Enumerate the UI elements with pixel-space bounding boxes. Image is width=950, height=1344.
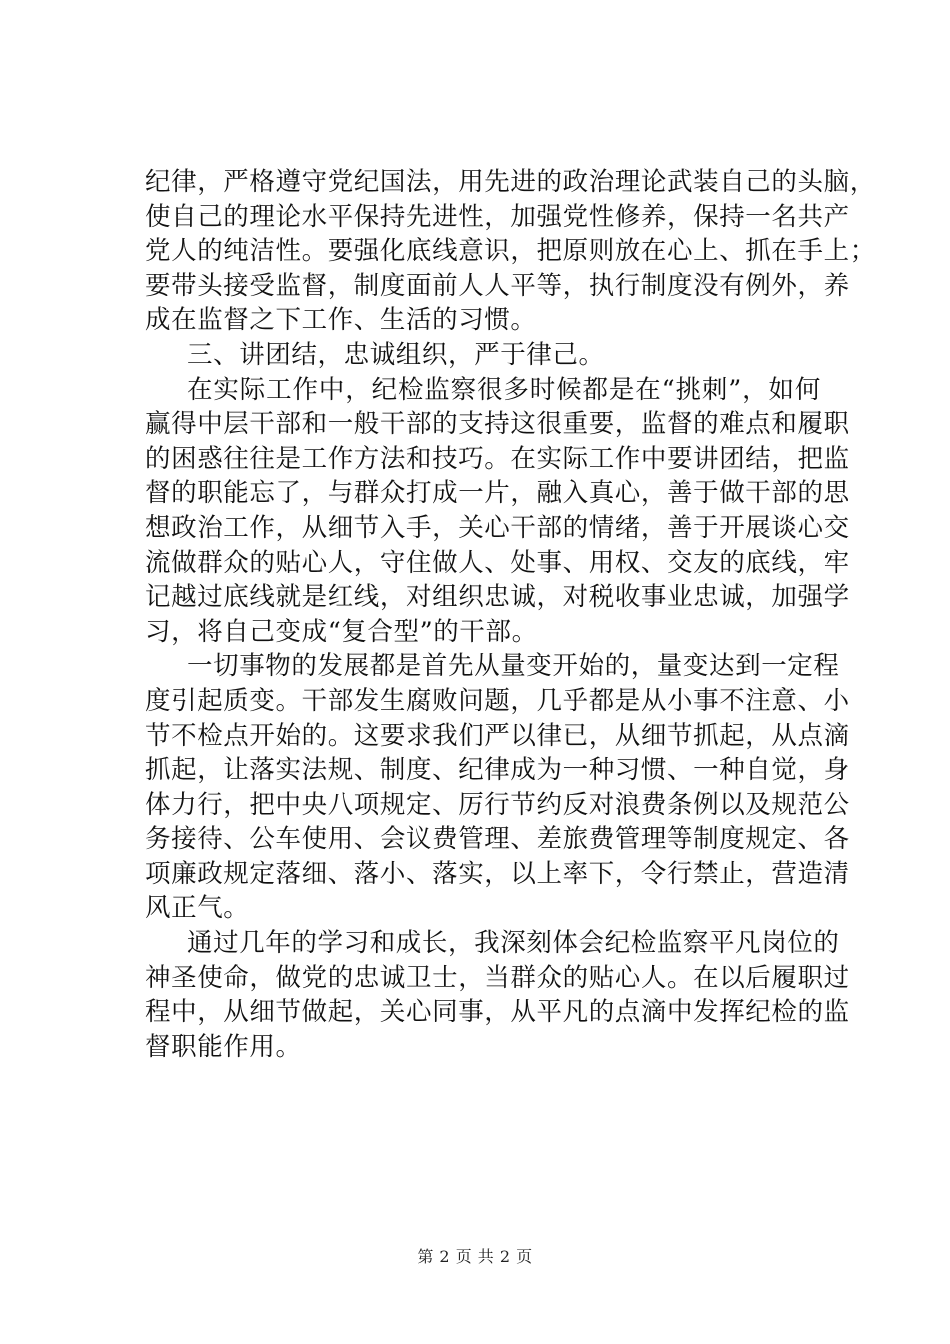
text-line: 项廉政规定落细、落小、落实，以上率下，令行禁止，营造清: [145, 858, 850, 889]
text-line: 记越过底线就是红线，对组织忠诚，对税收事业忠诚，加强学: [145, 582, 850, 613]
text-line: 通过几年的学习和成长，我深刻体会纪检监察平凡岗位的: [187, 928, 840, 959]
text-line: 在实际工作中，纪检监察很多时候都是在“挑刺”，如何: [187, 374, 821, 405]
text-line: 节不检点开始的。这要求我们严以律已，从细节抓起，从点滴: [145, 720, 850, 751]
text-line: 一切事物的发展都是首先从量变开始的，量变达到一定程: [187, 651, 840, 682]
text-line: 使自己的理论水平保持先进性，加强党性修养，保持一名共产: [145, 201, 850, 232]
text-line: 赢得中层干部和一般干部的支持这很重要，监督的难点和履职: [145, 409, 850, 440]
text-line: 流做群众的贴心人，守住做人、处事、用权、交友的底线，牢: [145, 547, 850, 578]
text-line: 神圣使命，做党的忠诚卫士，当群众的贴心人。在以后履职过: [145, 962, 850, 993]
text-line: 风正气。: [145, 893, 250, 924]
document-body: [145, 165, 876, 1064]
text-line: 的困惑往往是工作方法和技巧。在实际工作中要讲团结，把监: [145, 443, 850, 474]
page-number-footer: 第 2 页 共 2 页: [417, 1247, 533, 1266]
text-line: 习，将自己变成“复合型”的干部。: [145, 616, 538, 647]
text-line: 想政治工作，从细节入手，关心干部的情绪，善于开展谈心交: [145, 512, 850, 543]
text-line: 成在监督之下工作、生活的习惯。: [145, 305, 537, 336]
text-line: 党人的纯洁性。要强化底线意识，把原则放在心上、抓在手上；: [145, 236, 876, 267]
text-line: 度引起质变。干部发生腐败问题，几乎都是从小事不注意、小: [145, 685, 850, 716]
text-line: 抓起，让落实法规、制度、纪律成为一种习惯、一种自觉，身: [145, 755, 850, 786]
text-line: 纪律，严格遵守党纪国法，用先进的政治理论武装自己的头脑，: [145, 167, 876, 197]
section-heading: 三、讲团结，忠诚组织，严于律己。: [187, 339, 605, 370]
text-line: 要带头接受监督，制度面前人人平等，执行制度没有例外，养: [145, 270, 850, 301]
text-line: 程中，从细节做起，关心同事，从平凡的点滴中发挥纪检的监: [145, 997, 850, 1028]
text-line: 督职能作用。: [145, 1031, 302, 1062]
text-line: 督的职能忘了，与群众打成一片，融入真心，善于做干部的思: [145, 478, 850, 509]
text-line: 务接待、公车使用、会议费管理、差旅费管理等制度规定、各: [145, 824, 850, 855]
text-line: 体力行，把中央八项规定、厉行节约反对浪费条例以及规范公: [145, 789, 850, 820]
